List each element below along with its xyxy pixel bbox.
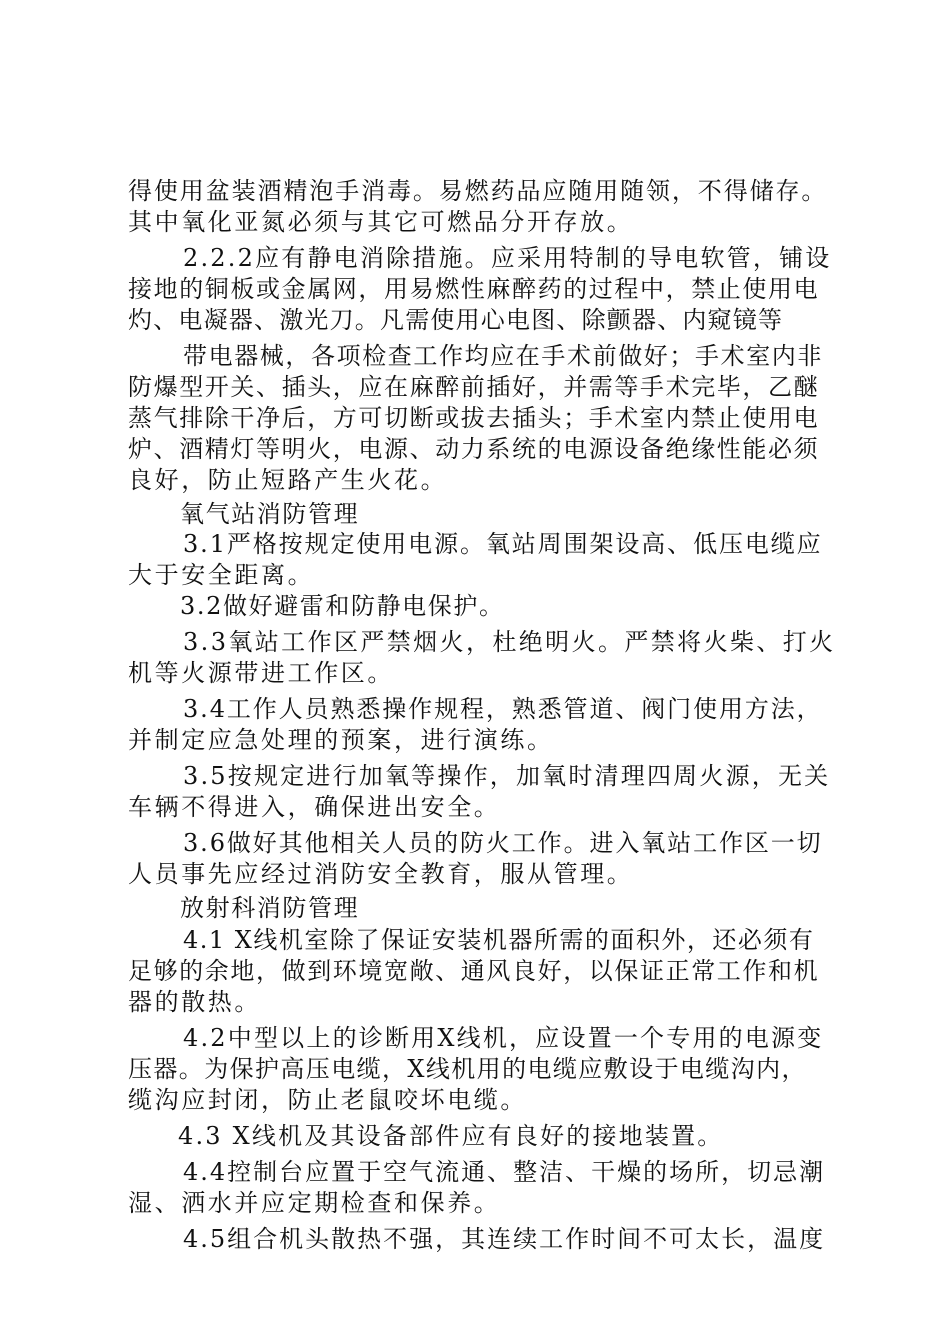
text-line: 4.3 X线机及其设备部件应有良好的接地装置。 xyxy=(178,1122,724,1150)
text-line: 4.4控制台应置于空气流通、整洁、干燥的场所，切忌潮 xyxy=(183,1158,826,1186)
text-line: 蒸气排除干净后，方可切断或拔去插头；手术室内禁止使用电 xyxy=(128,404,820,432)
text-line: 3.1严格按规定使用电源。氧站周围架设高、低压电缆应 xyxy=(183,530,823,558)
text-line: 灼、电凝器、激光刀。凡需使用心电图、除颤器、内窥镜等 xyxy=(128,306,784,334)
text-line: 4.5组合机头散热不强，其连续工作时间不可太长，温度 xyxy=(183,1225,826,1253)
text-line: 3.6做好其他相关人员的防火工作。进入氧站工作区一切 xyxy=(183,829,823,857)
text-line: 并制定应急处理的预案，进行演练。 xyxy=(128,726,554,754)
text-line: 4.1 X线机室除了保证安装机器所需的面积外，还必须有 xyxy=(183,926,815,954)
text-line: 压器。为保护高压电缆，X线机用的电缆应敷设于电缆沟内， xyxy=(128,1055,807,1083)
text-line: 防爆型开关、插头，应在麻醉前插好，并需等手术完毕，乙醚 xyxy=(128,373,820,401)
text-line: 人员事先应经过消防安全教育，服从管理。 xyxy=(128,860,634,888)
text-line: 3.5按规定进行加氧等操作，加氧时清理四周火源，无关 xyxy=(183,762,831,790)
text-line: 良好，防止短路产生火花。 xyxy=(128,466,448,494)
text-line: 缆沟应封闭，防止老鼠咬坏电缆。 xyxy=(128,1086,527,1114)
text-line: 其中氧化亚氮必须与其它可燃品分开存放。 xyxy=(128,208,634,236)
text-line: 3.2做好避雷和防静电保护。 xyxy=(180,592,505,620)
text-line: 炉、酒精灯等明火，电源、动力系统的电源设备绝缘性能必须 xyxy=(128,435,820,463)
text-line: 车辆不得进入，确保进出安全。 xyxy=(128,793,501,821)
text-line: 足够的余地，做到环境宽敞、通风良好，以保证正常工作和机 xyxy=(128,957,820,985)
text-line: 3.4工作人员熟悉操作规程，熟悉管道、阀门使用方法， xyxy=(183,695,823,723)
section-heading: 氧气站消防管理 xyxy=(180,500,360,528)
section-heading: 放射科消防管理 xyxy=(180,894,360,922)
text-line: 大于安全距离。 xyxy=(128,561,315,589)
text-line: 机等火源带进工作区。 xyxy=(128,659,394,687)
text-line: 得使用盆装酒精泡手消毒。易燃药品应随用随领，不得储存。 xyxy=(128,177,828,205)
text-line: 3.3氧站工作区严禁烟火，杜绝明火。严禁将火柴、打火 xyxy=(183,628,836,656)
text-line: 器的散热。 xyxy=(128,988,261,1016)
text-line: 4.2中型以上的诊断用X线机，应设置一个专用的电源变 xyxy=(183,1024,824,1052)
text-line: 2.2.2应有静电消除措施。应采用特制的导电软管，铺设 xyxy=(183,244,832,272)
text-line: 带电器械，各项检查工作均应在手术前做好；手术室内非 xyxy=(183,342,823,370)
text-line: 湿、洒水并应定期检查和保养。 xyxy=(128,1189,501,1217)
text-line: 接地的铜板或金属网，用易燃性麻醉药的过程中，禁止使用电 xyxy=(128,275,820,303)
